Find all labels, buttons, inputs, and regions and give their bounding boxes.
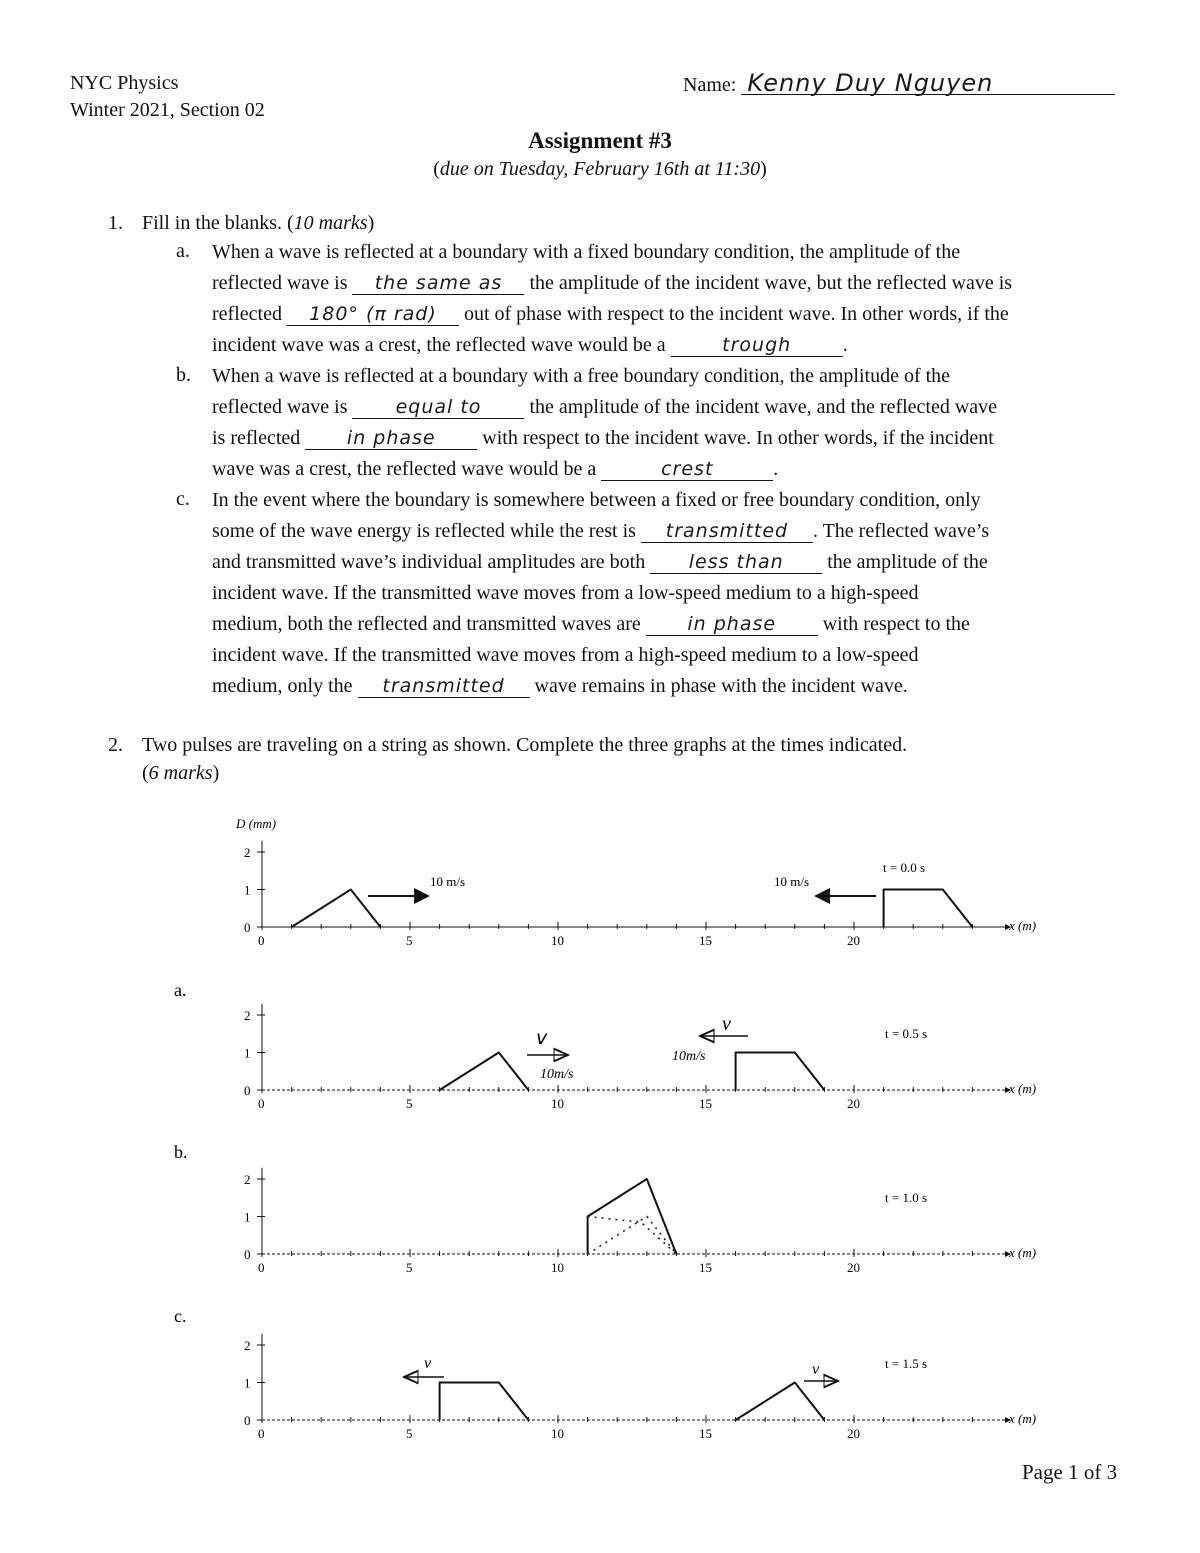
y-tick-label: 1 xyxy=(244,1375,251,1391)
term-section: Winter 2021, Section 02 xyxy=(70,99,265,121)
y-tick-label: 0 xyxy=(244,1413,251,1428)
pulse-vertex xyxy=(646,1178,647,1179)
q1b-text: wave was a crest, the reflected wave would be a xyxy=(212,458,597,480)
y-tick-label: 0 xyxy=(244,1247,251,1262)
x-tick-label: 20 xyxy=(847,1260,860,1275)
q1b-text: reflected wave is xyxy=(212,396,348,418)
q1c-text: medium, only the xyxy=(212,675,353,697)
x-tick-label: 15 xyxy=(699,1426,712,1441)
pulse-vertex xyxy=(528,1419,529,1420)
y-tick-label: 0 xyxy=(244,1083,251,1098)
x-tick-label: 15 xyxy=(699,1260,712,1275)
pulse-vertex xyxy=(439,1089,440,1090)
q1c-answer-4[interactable]: transmitted xyxy=(358,675,530,698)
x-tick-label: 0 xyxy=(258,1096,265,1111)
handwritten-speed-left-a: 10m/s xyxy=(672,1049,706,1064)
pulse-vertex xyxy=(439,1419,440,1420)
course-name: NYC Physics xyxy=(70,72,179,94)
y-tick-label: 0 xyxy=(244,920,251,935)
graph-c-label: c. xyxy=(174,1306,187,1326)
q1a-text: the amplitude of the incident wave, but the reflected wave is xyxy=(529,272,1013,294)
q1a-line1: When a wave is reflected at a boundary with a fixed boundary condition, the amplitude of the xyxy=(212,241,961,263)
pulse-vertex xyxy=(498,1052,499,1053)
q1a-answer-2[interactable]: 180° (π rad) xyxy=(287,303,459,326)
name-label: Name: xyxy=(683,74,737,96)
x-axis-label: x (m) xyxy=(1009,1245,1037,1260)
pulse-vertex xyxy=(883,926,884,927)
x-tick-label: 0 xyxy=(258,933,265,948)
pulse-vertex xyxy=(528,1089,529,1090)
time-c: t = 1.5 s xyxy=(885,1356,928,1371)
q1a-answer-1[interactable]: the same as xyxy=(352,272,524,295)
x-tick-label: 10 xyxy=(551,1426,564,1441)
x-axis-label: x (m) xyxy=(1009,1411,1037,1426)
x-tick-label: 20 xyxy=(847,1096,860,1111)
q1c-text: wave remains in phase with the incident wave. xyxy=(534,675,908,697)
q1b-text: the amplitude of the incident wave, and the reflected wave xyxy=(529,396,998,418)
q1c-text: the amplitude of the xyxy=(827,551,988,573)
due-text: due on Tuesday, February 16th at 11:30 xyxy=(439,158,761,180)
handwritten-v-a-right: v xyxy=(536,1027,549,1049)
x-tick-label: 5 xyxy=(406,1260,413,1275)
q1c-line4: incident wave. If the transmitted wave moves from a low-speed medium to a high-speed xyxy=(212,582,919,604)
x-tick-label: 5 xyxy=(406,933,413,948)
pulse-vertex xyxy=(972,926,973,927)
q1-marks: 10 marks xyxy=(293,212,368,234)
x-tick-label: 15 xyxy=(699,933,712,948)
q1c-text: medium, both the reflected and transmitted waves are xyxy=(212,613,641,635)
q2-marks-open: ( xyxy=(142,762,149,784)
q1c-text: with respect to the xyxy=(822,613,970,635)
due-open-paren: ( xyxy=(433,158,440,180)
graph-main xyxy=(244,841,1036,948)
pulse-vertex xyxy=(439,1382,440,1383)
graph-a xyxy=(244,1004,1036,1111)
speed-left-main: 10 m/s xyxy=(774,874,810,889)
pulse-series xyxy=(884,890,973,928)
time-a: t = 0.5 s xyxy=(885,1026,928,1041)
handwritten-speed-right-a: 10m/s xyxy=(540,1067,574,1082)
q1c-answer-2[interactable]: less than xyxy=(650,551,822,574)
q1c-text: . The reflected wave’s xyxy=(812,520,990,542)
x-tick-label: 15 xyxy=(699,1096,712,1111)
assignment-title: Assignment #3 xyxy=(528,128,672,153)
q1b-answer-3[interactable]: crest xyxy=(601,458,773,481)
x-tick-label: 0 xyxy=(258,1426,265,1441)
pulse-vertex xyxy=(824,1089,825,1090)
speed-right-main: 10 m/s xyxy=(430,874,466,889)
pulse-vertex xyxy=(498,1382,499,1383)
q1-close: ) xyxy=(367,212,375,234)
y-tick-label: 2 xyxy=(244,1172,251,1187)
graph-b xyxy=(244,1168,1036,1275)
q1b-answer-2[interactable]: in phase xyxy=(305,427,477,450)
ylabel: D (mm) xyxy=(236,816,277,831)
graph-c xyxy=(244,1334,1036,1441)
y-tick-label: 1 xyxy=(244,882,251,898)
x-tick-label: 5 xyxy=(406,1096,413,1111)
x-tick-label: 20 xyxy=(847,933,860,948)
name-value: Kenny Duy Nguyen xyxy=(741,72,1115,95)
q1c-answer-3[interactable]: in phase xyxy=(646,613,818,636)
handwritten-v-c-left: v xyxy=(424,1355,432,1372)
handwritten-v-a-left: v xyxy=(722,1013,731,1035)
due-close-paren: ) xyxy=(760,158,767,180)
q1b-line1: When a wave is reflected at a boundary with a free boundary condition, the amplitude of the xyxy=(212,365,951,387)
x-tick-label: 10 xyxy=(551,933,564,948)
q2-prompt: Two pulses are traveling on a string as shown. Complete the three graphs at the times indicated. xyxy=(142,734,908,756)
x-tick-label: 20 xyxy=(847,1426,860,1441)
q2-number: 2. xyxy=(108,734,123,756)
q1a-text: out of phase with respect to the incident wave. In other words, if the xyxy=(463,303,1009,325)
q1b-answer-1[interactable]: equal to xyxy=(352,396,524,419)
y-tick-label: 2 xyxy=(244,1338,251,1353)
pulse-vertex xyxy=(350,889,351,890)
x-axis-label: x (m) xyxy=(1009,918,1037,933)
time-main: t = 0.0 s xyxy=(883,860,926,875)
q1a-label: a. xyxy=(176,240,190,262)
pulse-vertex xyxy=(735,1419,736,1420)
x-tick-label: 10 xyxy=(551,1260,564,1275)
x-tick-label: 10 xyxy=(551,1096,564,1111)
y-tick-label: 2 xyxy=(244,1008,251,1023)
pulse-vertex xyxy=(883,889,884,890)
q1a-text: reflected wave is xyxy=(212,272,348,294)
x-axis-label: x (m) xyxy=(1009,1081,1037,1096)
x-tick-label: 0 xyxy=(258,1260,265,1275)
y-tick-label: 2 xyxy=(244,845,251,860)
x-tick-label: 5 xyxy=(406,1426,413,1441)
handwritten-v-c-right: v xyxy=(812,1361,820,1378)
q1-prompt-text: Fill in the blanks. ( xyxy=(142,212,294,234)
q1a-text: reflected xyxy=(212,303,282,325)
pulse-vertex xyxy=(794,1382,795,1383)
pulse-vertex xyxy=(942,889,943,890)
pulse-vertex xyxy=(824,1419,825,1420)
q1b-text: with respect to the incident wave. In other words, if the incident xyxy=(482,427,994,449)
pulse-series xyxy=(588,1179,677,1254)
q1b-label: b. xyxy=(176,364,191,386)
q1a-answer-3[interactable]: trough xyxy=(671,334,843,357)
q1c-text: and transmitted wave’s individual amplitudes are both xyxy=(212,551,646,573)
q1a-text: incident wave was a crest, the reflected wave would be a xyxy=(212,334,666,356)
pulse-series xyxy=(440,1383,529,1421)
time-b: t = 1.0 s xyxy=(885,1190,928,1205)
pulse-vertex xyxy=(794,1052,795,1053)
q1c-text: some of the wave energy is reflected while the rest is xyxy=(212,520,636,542)
pulse-series xyxy=(440,1053,529,1091)
graph-b-label: b. xyxy=(174,1142,188,1162)
pulse-series xyxy=(736,1383,825,1421)
pulse-vertex xyxy=(291,926,292,927)
pulse-vertex xyxy=(676,1253,677,1254)
pulse-series xyxy=(292,890,381,928)
y-tick-label: 1 xyxy=(244,1209,251,1225)
graph-a-label: a. xyxy=(174,980,187,1000)
q1-number: 1. xyxy=(108,212,123,234)
q1c-line6: incident wave. If the transmitted wave moves from a high-speed medium to a low-speed xyxy=(212,644,919,666)
pulse-vertex xyxy=(380,926,381,927)
q1a-text: . xyxy=(842,334,848,356)
q1b-text: . xyxy=(773,458,779,480)
pulse-series xyxy=(736,1053,825,1091)
q1c-label: c. xyxy=(176,488,190,510)
q1b-text: is reflected xyxy=(212,427,301,449)
q2-marks-close: ) xyxy=(212,762,220,784)
pulse-vertex xyxy=(735,1052,736,1053)
pulse-vertex xyxy=(735,1089,736,1090)
q2-marks-text: 6 marks xyxy=(148,762,213,784)
q1c-answer-1[interactable]: transmitted xyxy=(641,520,813,543)
q1c-line1: In the event where the boundary is somewhere between a fixed or free boundary condition, only xyxy=(212,489,981,511)
y-tick-label: 1 xyxy=(244,1045,251,1061)
page-number: Page 1 of 3 xyxy=(1022,1460,1118,1484)
